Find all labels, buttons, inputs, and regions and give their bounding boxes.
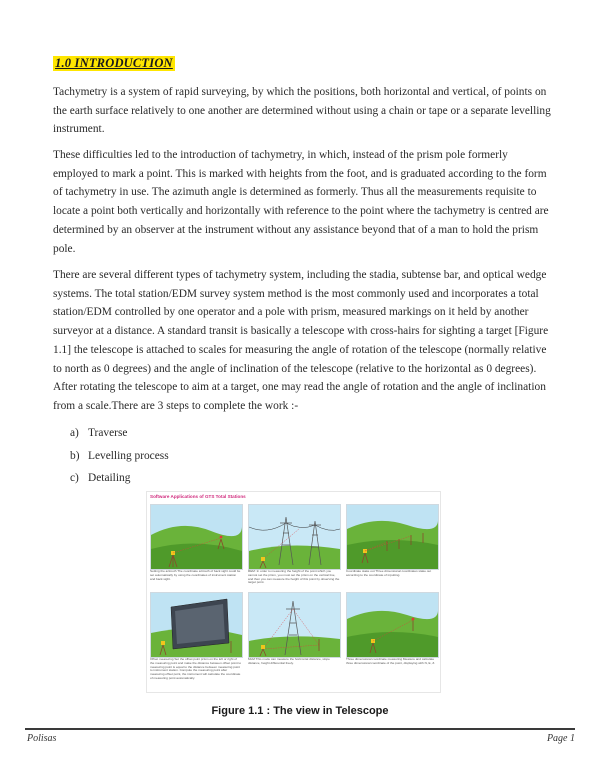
paragraph-2: These difficulties led to the introduction of tachymetry, in which, instead of the prism pole formerly employed to mark a point. This is marked with heights from the foot, and is graduated according to the form of tachymetry in use. The azimuth angle is determined as formerly. Thus all the measurements requisite to locate a point both vertically and horizontally with reference to the point where the tachymetry is centred are determined by an observer at the instrument without any assistance beyond that of a man to hold the prism pole. bbox=[53, 149, 549, 255]
footer-institution: Polisas bbox=[27, 733, 57, 744]
footer-divider bbox=[25, 728, 575, 730]
list-item bbox=[70, 424, 169, 447]
footer-page-number: Page 1 bbox=[546, 733, 575, 744]
panel-caption: Coordinate stake out Three dimensional coordinates stake out according to the coordinate of inputting. bbox=[346, 569, 432, 577]
list-item-text: Detailing bbox=[88, 472, 131, 484]
list-item-text: Levelling process bbox=[88, 449, 169, 462]
list-item bbox=[70, 469, 169, 492]
figure-panel-mlm bbox=[248, 592, 341, 658]
figure-panel-azimuth bbox=[150, 504, 243, 570]
panel-caption: Offset measuring Set the offset point prism on the left or right of the measuring point and make the distance between offset point to measuring point is equal to the distance between measuring point to instrument station. Compute the measuring point after measuring offset point, the instrument will calculate the coordinate of measuring point automatically. bbox=[150, 657, 242, 680]
figure-telescope-applications bbox=[146, 491, 441, 693]
list-item bbox=[70, 447, 169, 470]
figure-panel-offset bbox=[150, 592, 243, 658]
list-item-text: Traverse bbox=[88, 427, 128, 439]
figure-panel-rem bbox=[248, 504, 341, 570]
panel-caption: Three dimensional coordinate measuring Measure and calculate three dimensional coordinate of the point, displaying with N, E, Z. bbox=[346, 657, 436, 665]
section-heading: 1.0 INTRODUCTION bbox=[55, 56, 173, 70]
list-marker: b) bbox=[70, 449, 80, 462]
list-marker: a) bbox=[70, 427, 79, 439]
panel-caption: Setting the azimuth The coordinate azimuth of back sight could be set automatically by using the coordinates of instrument station and back sight. bbox=[150, 569, 241, 581]
steps-list bbox=[70, 424, 169, 492]
figure-title: Software Applications of GTS Total Stations bbox=[150, 494, 246, 499]
figure-caption: Figure 1.1 : The view in Telescope bbox=[211, 705, 389, 717]
paragraph-1: Tachymetry is a system of rapid surveying, by which the positions, both horizontal and vertical, of points on the earth surface relatively to one another are determined without using a chain or tape or a separate levelling instrument. bbox=[53, 86, 551, 136]
list-marker: c) bbox=[70, 472, 79, 484]
panel-caption: MLM This mode can measure the horizontal distance, slope distance, height differential freely. bbox=[248, 657, 330, 665]
figure-panel-3d-coordinate bbox=[346, 592, 439, 658]
figure-panel-stakeout bbox=[346, 504, 439, 570]
paragraph-3: There are several different types of tachymetry system, including the stadia, subtense bar, and optical wedge systems. The total station/EDM survey system method is the most commonly used and incorporates a total station/EDM controlled by one operator and a pole with prism, measured markings on it held by another surveyor at a distance. A standard transit is basically a telescope with cross-hairs for sighting a target [Figure 1.1] the telescope is attached to scales for measuring the angle of rotation of the telescope (normally relative to north as 0 degrees) and the angle of inclination of the telescope (relative to the horizontal as 0 degrees). After rotating the telescope to aim at a target, one may read the angle of rotation and the angle of inclination from a scale.There are 3 steps to complete the work :- bbox=[53, 269, 549, 412]
panel-caption: REM: In order to measuring the height of the point which you cannot set the prism, you must set the prism on the vertical line, and then you can measure the height of this point by observing the target point. bbox=[248, 569, 340, 585]
